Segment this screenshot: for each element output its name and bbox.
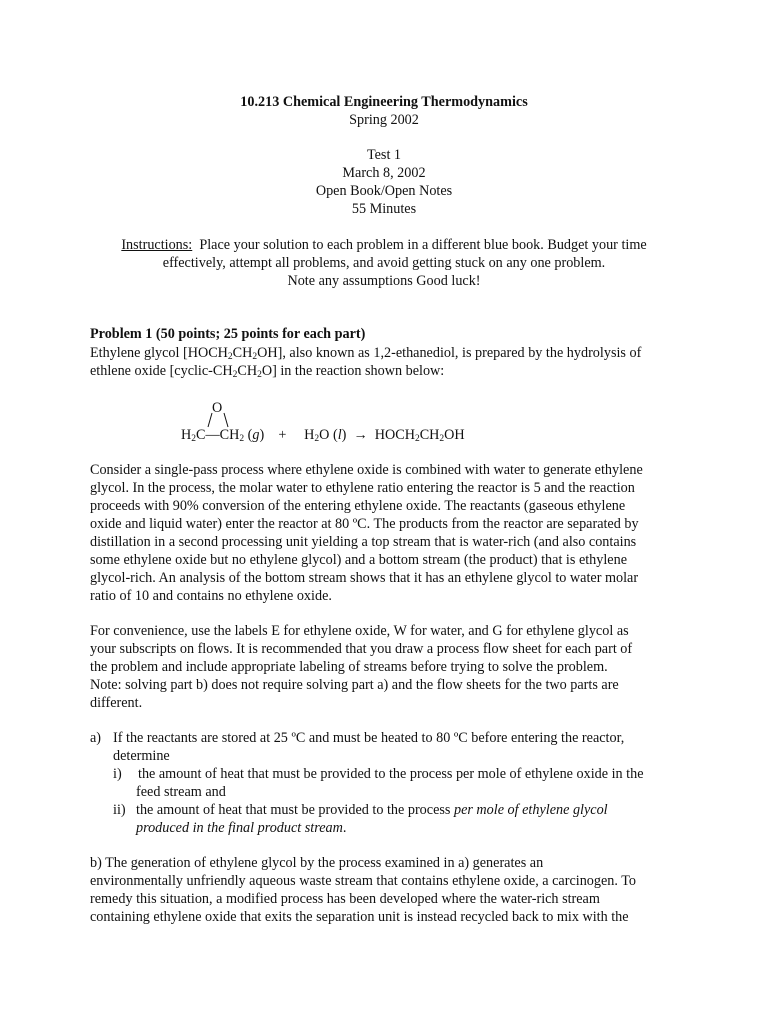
problem-1-intro-line-2: ethlene oxide $[cyclic-CH_2CH_2O]$ in the reaction shown below: xyxy=(90,363,445,380)
instructions-line-3: Note any assumptions Good luck! xyxy=(287,273,481,289)
part-a-ii-label: ii) xyxy=(113,802,126,818)
reaction-equation: $H_2C—CH_2$ (g) + $H_2O$ $(l) \to HOCH_2CH_2OH$ xyxy=(181,427,465,444)
instructions-line-1 xyxy=(0,236,768,254)
test-format: Open Book/Open Notes xyxy=(315,183,453,199)
test-duration: 55 Minutes xyxy=(351,201,417,217)
problem-1-heading: Problem 1 (50 points; 25 points for each part) xyxy=(90,326,366,342)
water-formula: $H_2O$ (l) xyxy=(304,427,347,444)
instructions-line-2: effectively, attempt all problems, and avoid getting stuck on any one problem. xyxy=(162,255,606,271)
part-a-label: a) xyxy=(90,730,102,746)
plus-sign: + xyxy=(278,427,287,443)
problem-1-intro-line-1: Ethylene glycol $[HOCH_2CH_2OH]$, also known as 1,2-ethanediol, is prepared by the hydrolysis of xyxy=(90,345,642,362)
part-a-i-label: i) xyxy=(113,766,122,782)
instructions-label: Instructions: xyxy=(121,237,193,253)
course-title: 10.213 Chemical Engineering Thermodynamics xyxy=(240,94,528,110)
epoxide-oxygen: O xyxy=(212,400,223,416)
ethylene-oxide-formula: $H_2C—CH_2$ xyxy=(181,427,245,444)
exam-page: 10.213 Chemical Engineering Thermodynamics Spring 2002 Test 1 March 8, 2002 Open Book/Open Notes 55 Minutes Instructions: Place your solution to each problem in a different blue book. Budget your time effectively, attempt all problems, and avoid getting stuck on any one problem. Note any assumptions Good luck! Problem 1 (50 points; 25 points for each part) Ethylene glycol $[HOCH_2CH_2OH]$, also known as 1,2-ethanediol, is prepared by the hydrolysis of ethlene oxide $[cyclic-CH_2CH_2O]$ in the reaction shown below: O $H_2C—CH_2$ (g) + $H_2O$ $(l) \to HOCH_2CH_2OH$ Consider a single-pass process where ethylene oxide is combined with water to generate ethylene glycol. In the process, the molar water to ethylene ratio entering the reactor is 5 and the reaction proceeds with 90% conversion of the entering ethylene oxide. The reactants (gaseous ethylene oxide and liquid water) enter the reactor at 80 ºC. The products from the reactor are separated by distillation in a second processing unit yielding a top stream that is water-rich (and also contains some ethylene oxide but no ethylene glycol) and a bottom stream (the product) that is ethylene glycol-rich. An analysis of the bottom stream shows that it has an ethylene glycol to water molar ratio of 10 and contains no ethylene oxide. For convenience, use the labels E for ethylene oxide, W for water, and G for ethylene glycol as your subscripts on flows. It is recommended that you draw a process flow sheet for each part of the problem and include appropriate labeling of streams before trying to solve the problem. Note: solving part b) does not require solving part a) and the flow sheets for the two parts are different. a) If the reactants are stored at 25 ºC and must be heated to 80 ºC before entering the reactor, determine i) the amount of heat that must be provided to the process per mole of ethylene oxide in the feed stream and ii) the amount of heat that must be provided to the process per mole of ethylene glycol produced in the final product stream. b) The generation of ethylene glycol by the process examined in a) generates an environmentally unfriendly aqueous waste stream that contains ethylene oxide, a carcinogen. To remedy this situation, a modified process has been developed where the water-rich stream containing ethylene oxide that exits the separation unit is instead recycled back to mix with the xyxy=(0,0,768,1024)
test-number: Test 1 xyxy=(366,147,402,163)
ethylene-glycol-formula: $HOCH_2CH_2OH$ xyxy=(374,427,465,444)
term: Spring 2002 xyxy=(349,112,419,128)
reaction-arrow: → xyxy=(353,427,368,443)
test-date: March 8, 2002 xyxy=(342,165,426,181)
instructions-text-1: Place your solution to each problem in a different blue book. Budget your time xyxy=(199,237,647,253)
